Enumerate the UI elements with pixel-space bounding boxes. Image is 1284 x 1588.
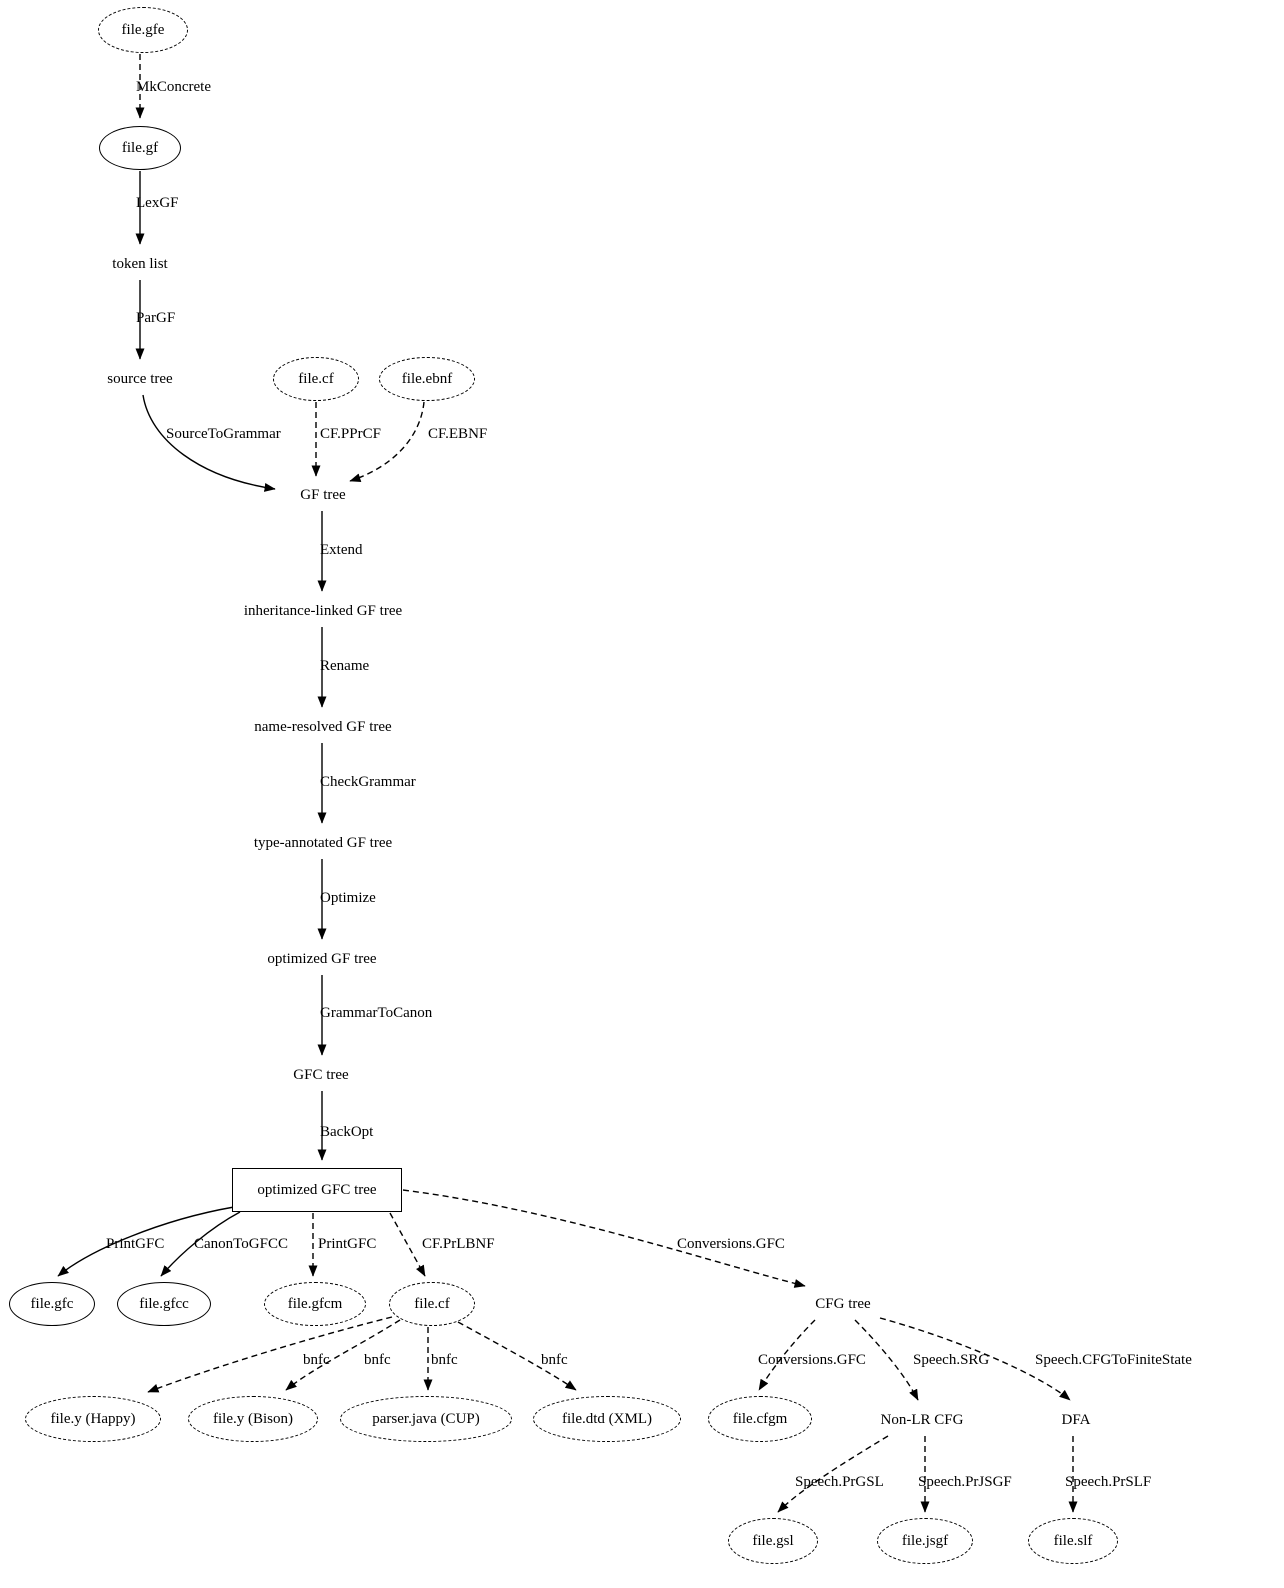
node-file-ebnf[interactable] — [379, 357, 475, 401]
edge-label-rename: Rename — [320, 658, 370, 674]
edge-label-grammartocanon: GrammarToCanon — [320, 1005, 433, 1021]
edge-bnfc-happy — [148, 1317, 392, 1392]
node-label: file.cf — [298, 370, 334, 387]
node-label: file.cfgm — [732, 1410, 788, 1427]
edge-label-speechcfgtofinitestate: Speech.CFGToFiniteState — [1035, 1352, 1192, 1368]
node-gfc-tree — [278, 1063, 364, 1087]
node-label: file.ebnf — [401, 370, 453, 387]
node-label: file.jsgf — [901, 1532, 949, 1549]
edge-label-extend: Extend — [320, 542, 363, 558]
node-label: DFA — [1061, 1411, 1091, 1428]
node-file-dtd-xml[interactable] — [533, 1396, 681, 1442]
node-label: optimized GFC tree — [257, 1181, 377, 1198]
node-label: GF tree — [300, 486, 346, 503]
edge-label-lexgf: LexGF — [136, 195, 179, 211]
edge-label-conversionsgfc-2: Conversions.GFC — [758, 1352, 866, 1368]
node-label: GFC tree — [293, 1066, 349, 1083]
edge-label-canontogfcc: CanonToGFCC — [194, 1236, 288, 1252]
node-label: file.y (Bison) — [213, 1410, 293, 1427]
node-label: CFG tree — [815, 1295, 871, 1312]
edge-label-conversionsgfc-1: Conversions.GFC — [677, 1236, 785, 1252]
node-inheritance-linked-gf-tree — [214, 599, 432, 623]
edge-label-cfprlbnf: CF.PrLBNF — [422, 1236, 495, 1252]
edge-label-bnfc-3: bnfc — [431, 1352, 458, 1368]
edge-label-cfpprcf: CF.PPrCF — [320, 426, 381, 442]
node-label: file.cf — [414, 1295, 450, 1312]
edge-label-optimize: Optimize — [320, 890, 376, 906]
edge-label-speechprgsl: Speech.PrGSL — [795, 1474, 884, 1490]
node-label: name-resolved GF tree — [254, 718, 392, 735]
node-file-gsl[interactable] — [728, 1518, 818, 1564]
node-label: file.dtd (XML) — [562, 1410, 652, 1427]
edge-label-sourcetogrammar: SourceToGrammar — [166, 426, 281, 442]
edge-label-bnfc-2: bnfc — [364, 1352, 391, 1368]
node-label: file.gsl — [752, 1532, 794, 1549]
node-name-resolved-gf-tree — [229, 715, 417, 739]
node-dfa — [1053, 1408, 1099, 1432]
node-file-slf[interactable] — [1028, 1518, 1118, 1564]
node-parser-java-cup[interactable] — [340, 1396, 512, 1442]
node-file-gf[interactable] — [99, 126, 181, 170]
edge-label-pargf: ParGF — [136, 310, 176, 326]
node-file-cf-top[interactable] — [273, 357, 359, 401]
node-label: Non-LR CFG — [880, 1411, 964, 1428]
node-file-gfe[interactable] — [98, 7, 188, 53]
edge-label-checkgrammar: CheckGrammar — [320, 774, 416, 790]
node-type-annotated-gf-tree — [228, 831, 418, 855]
node-optimized-gfc-tree[interactable] — [232, 1168, 402, 1212]
node-label: file.y (Happy) — [50, 1410, 136, 1427]
node-label: optimized GF tree — [267, 950, 377, 967]
edge-label-speechsrg: Speech.SRG — [913, 1352, 990, 1368]
edge-label-cfebnf: CF.EBNF — [428, 426, 488, 442]
edge-label-backopt: BackOpt — [320, 1124, 374, 1140]
node-file-y-happy[interactable] — [25, 1396, 161, 1442]
node-label: file.gfcc — [139, 1295, 189, 1312]
edge-label-bnfc-1: bnfc — [303, 1352, 330, 1368]
node-file-cfgm[interactable] — [708, 1396, 812, 1442]
node-file-gfcc[interactable] — [117, 1282, 211, 1326]
node-label: file.gfcm — [287, 1295, 343, 1312]
node-file-gfc[interactable] — [9, 1282, 95, 1326]
node-label: file.gfe — [121, 21, 165, 38]
node-file-jsgf[interactable] — [877, 1518, 973, 1564]
node-label: source tree — [107, 370, 173, 387]
node-file-cf-mid[interactable] — [389, 1282, 475, 1326]
node-non-lr-cfg — [866, 1408, 978, 1432]
node-file-gfcm[interactable] — [264, 1282, 366, 1326]
node-source-tree — [90, 367, 190, 391]
node-file-y-bison[interactable] — [188, 1396, 318, 1442]
node-label: token list — [112, 255, 168, 272]
edge-label-printgfc-1: PrintGFC — [106, 1236, 165, 1252]
node-cfg-tree — [801, 1292, 885, 1316]
edge-label-bnfc-4: bnfc — [541, 1352, 568, 1368]
edge-label-printgfc-2: PrintGFC — [318, 1236, 377, 1252]
edge-cfprlbnf — [390, 1213, 425, 1276]
edge-label-speechprslf: Speech.PrSLF — [1065, 1474, 1152, 1490]
node-label: file.slf — [1053, 1532, 1093, 1549]
node-token-list — [96, 252, 184, 276]
node-label: type-annotated GF tree — [253, 834, 393, 851]
node-gf-tree — [285, 483, 361, 507]
node-optimized-gf-tree — [245, 947, 399, 971]
edge-label-mkconcrete: MkConcrete — [136, 79, 211, 95]
node-label: file.gf — [121, 139, 159, 156]
edge-label-speechprjsgf: Speech.PrJSGF — [918, 1474, 1012, 1490]
node-label: inheritance-linked GF tree — [243, 602, 403, 619]
node-label: parser.java (CUP) — [372, 1410, 480, 1427]
node-label: file.gfc — [30, 1295, 74, 1312]
